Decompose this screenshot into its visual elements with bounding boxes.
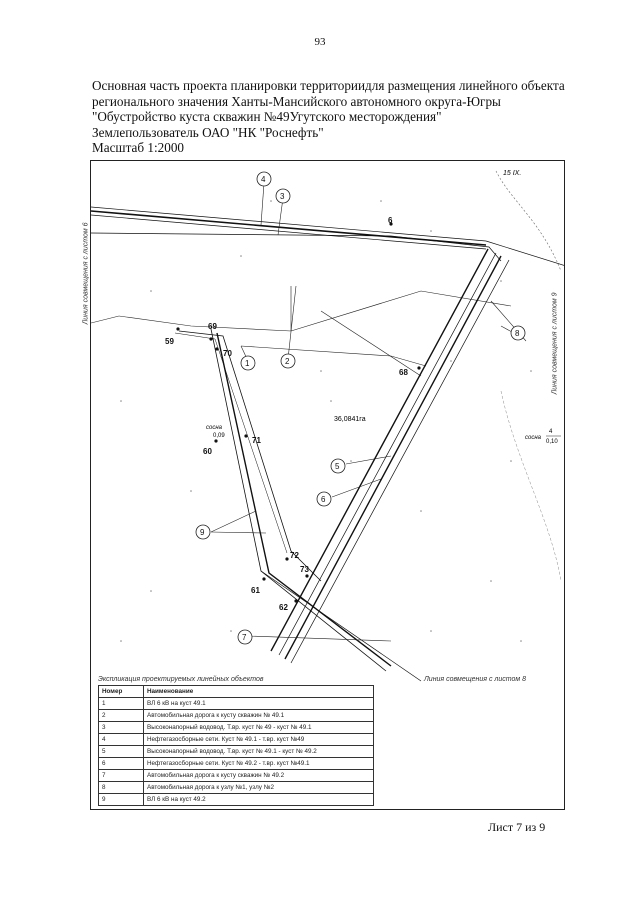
legend-row-name: Автомобильная дорога к кусту скважин № 49.2	[144, 770, 374, 782]
page-number: 93	[314, 36, 326, 48]
callout-4	[257, 172, 271, 186]
legend-row-number: 8	[99, 782, 144, 794]
callout-leaders	[211, 183, 512, 641]
legend-row-name: Нефтегазосборные сети. Куст № 49.1 - т.вр. куст №49	[144, 734, 374, 746]
point-label: 68	[399, 368, 408, 377]
point-label: 69	[208, 322, 217, 331]
callout-8	[511, 326, 525, 340]
legend-row-name: ВЛ 6 кВ на куст 49.2	[144, 794, 374, 806]
scale-label: Масштаб 1:2000	[92, 140, 185, 155]
legend-row	[99, 734, 374, 746]
point-label: 59	[165, 337, 174, 346]
corner-label: 15 IX.	[503, 170, 522, 177]
legend-row-name: ВЛ 6 кВ на куст 49.1	[144, 698, 374, 710]
legend-header-row	[99, 686, 374, 698]
legend-title: Экспликация проектируемых линейных объектов	[98, 676, 264, 683]
legend-header-name: Наименование	[144, 686, 374, 698]
legend-row-number: 9	[99, 794, 144, 806]
legend-row	[99, 782, 374, 794]
point-label: 72	[290, 551, 299, 560]
legend-row	[99, 758, 374, 770]
callout-6	[317, 492, 331, 506]
legend-row-number: 5	[99, 746, 144, 758]
legend-row	[99, 770, 374, 782]
title-line: "Обустройство куста скважин №49Угутского месторождения"	[92, 109, 442, 124]
point-label: 61	[251, 586, 260, 595]
point-label: 6	[388, 216, 393, 225]
contour-line	[501, 391, 561, 581]
title-line: Землепользователь ОАО "НК "Роснефть"	[92, 124, 324, 140]
legend-row	[99, 710, 374, 722]
callout-5	[331, 459, 345, 473]
pine-value: 0,09	[213, 433, 225, 439]
v-corridor	[175, 329, 421, 681]
legend-row-name: Нефтегазосборные сети. Куст № 49.2 - т.вр. куст №49.1	[144, 758, 374, 770]
svg-text:6: 6	[321, 495, 326, 504]
svg-text:2: 2	[285, 357, 290, 366]
pine-label: сосна	[206, 425, 222, 431]
left-match-line-label: Линия совмещения с листом 6	[82, 222, 90, 325]
legend-row-number: 6	[99, 758, 144, 770]
area-label: 36,0841га	[334, 416, 366, 423]
callout-2	[281, 354, 295, 368]
title-line: регионального значения Ханты-Мансийского автономного округа-Югры	[92, 93, 501, 109]
svg-text:9: 9	[200, 528, 205, 537]
svg-text:4: 4	[261, 175, 266, 184]
legend-row-name: Высоконапорный водовод. Т.вр. куст № 49.1 - куст № 49.2	[144, 746, 374, 758]
legend-row	[99, 746, 374, 758]
trail-line	[496, 171, 561, 271]
legend-row	[99, 794, 374, 806]
svg-text:3: 3	[280, 192, 285, 201]
svg-text:8: 8	[515, 329, 520, 338]
svg-text:7: 7	[242, 633, 247, 642]
legend-row-name: Высоконапорный водовод. Т.вр. куст № 49 - куст № 49.1	[144, 722, 374, 734]
pine-num: 4	[549, 429, 553, 435]
callout-3	[276, 189, 290, 203]
legend-row-name: Автомобильная дорога к узлу №1, узлу №2	[144, 782, 374, 794]
drawing-title	[92, 78, 612, 156]
vegetation-dots	[120, 200, 532, 642]
legend-table	[98, 685, 374, 806]
sheet-number: Лист 7 из 9	[488, 820, 546, 834]
callout-1	[241, 356, 255, 370]
legend-row-number: 4	[99, 734, 144, 746]
svg-text:5: 5	[335, 462, 340, 471]
legend-header-number: Номер	[99, 686, 144, 698]
survey-points	[176, 222, 420, 602]
pine-label: сосна	[525, 435, 541, 441]
point-label: 60	[203, 447, 212, 456]
callout-9	[196, 525, 210, 539]
bottom-match-line-label: Линия совмещения с листом 8	[424, 676, 527, 683]
legend-row-number: 1	[99, 698, 144, 710]
point-label: 62	[279, 603, 288, 612]
callout-7	[238, 630, 252, 644]
legend-row	[99, 698, 374, 710]
svg-text:1: 1	[245, 359, 250, 368]
point-label: 73	[300, 565, 309, 574]
legend-row-name: Автомобильная дорога к кусту скважин № 49.1	[144, 710, 374, 722]
right-match-line-label: Линия совмещения с листом 9	[551, 292, 559, 395]
legend-row-number: 7	[99, 770, 144, 782]
legend-row-number: 2	[99, 710, 144, 722]
point-label: 71	[252, 436, 261, 445]
title-line: Основная часть проекта планировки территориидля размещения линейного объекта	[92, 78, 565, 93]
legend-row	[99, 722, 374, 734]
pine-den: 0,10	[546, 439, 558, 445]
legend-row-number: 3	[99, 722, 144, 734]
point-label: 70	[223, 349, 232, 358]
